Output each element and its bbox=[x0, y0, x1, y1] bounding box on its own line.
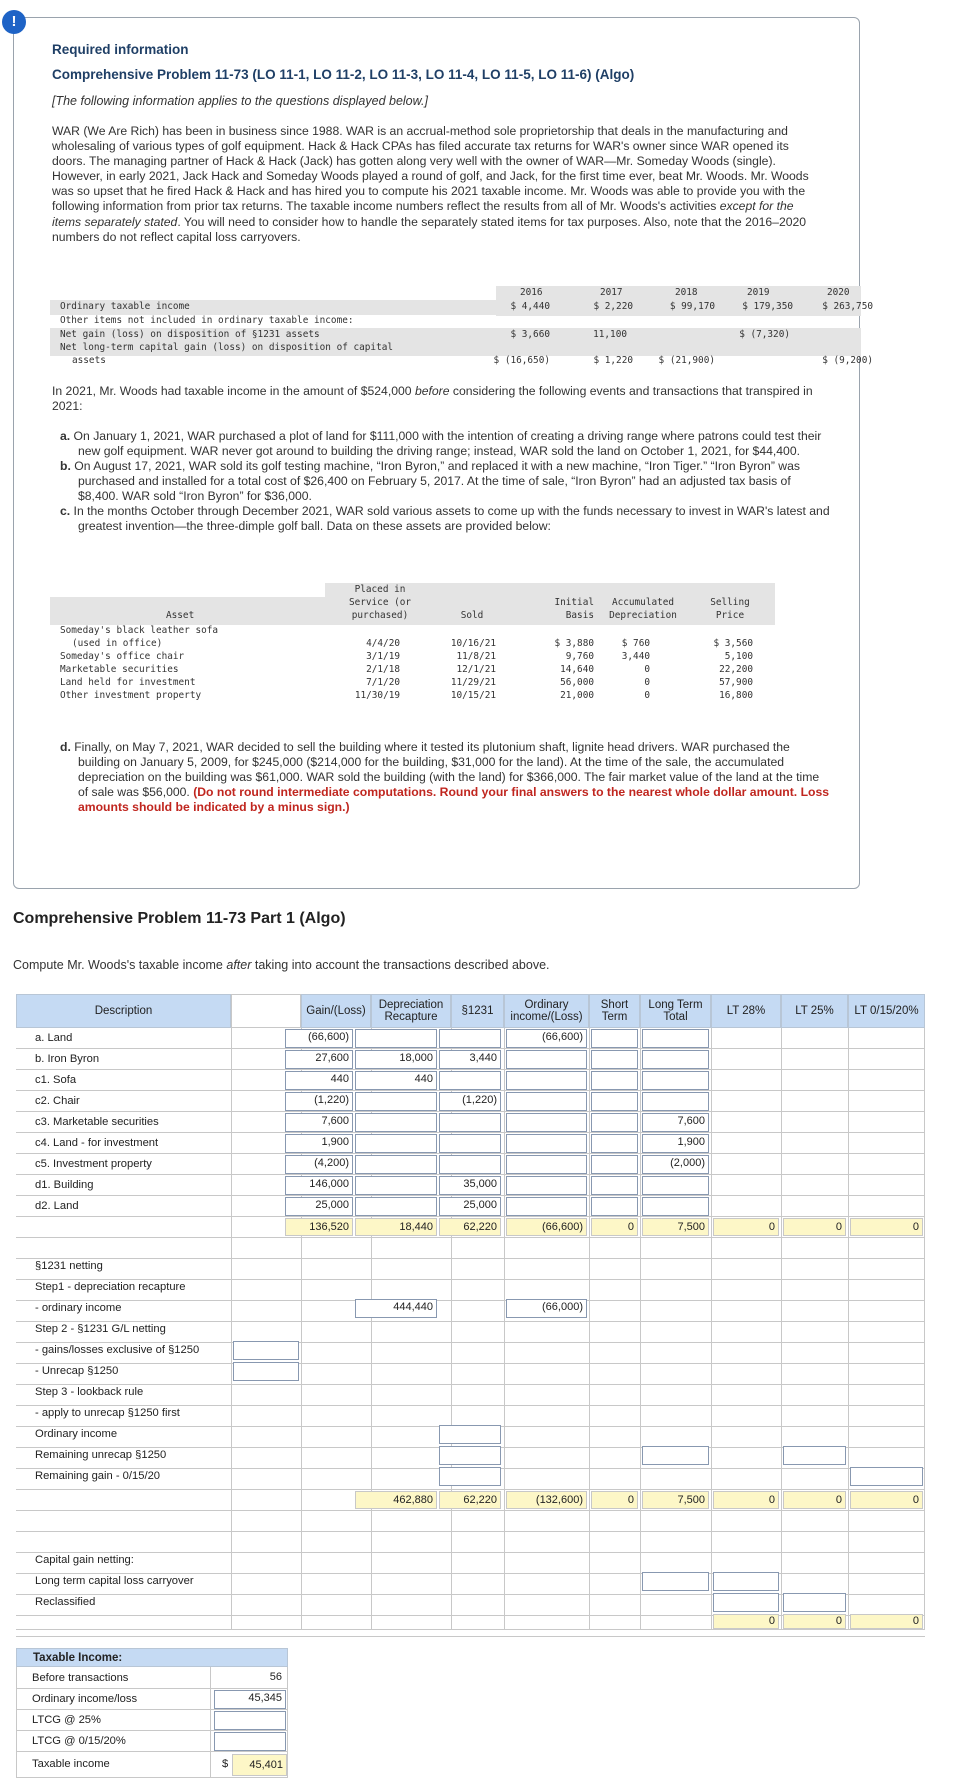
header-lt-0-15-20: LT 0/15/20% bbox=[848, 994, 925, 1028]
asset-basis: 56,000 bbox=[560, 677, 594, 688]
row-label: d2. Land bbox=[35, 1200, 79, 1212]
value: 11,100 bbox=[593, 329, 627, 340]
value: $ 2,220 bbox=[593, 301, 633, 312]
total-long-term: 7,500 bbox=[642, 1218, 709, 1236]
capital-gain-label: Net long-term capital gain (loss) on disposition of capital bbox=[60, 342, 394, 353]
tax-row-label: Before transactions bbox=[32, 1672, 129, 1684]
price-header: Price bbox=[715, 610, 745, 621]
remaining-gain-1231-input[interactable] bbox=[439, 1467, 501, 1486]
asset-header: Asset bbox=[166, 610, 195, 621]
intro-paragraph: WAR (We Are Rich) has been in business since 1988. WAR is an accrual-method sole proprietorship that deals in the manufacturing and wholesaling of various types of golf equipment. Hack & Hack CPAs has filed accurate tax returns for WAR's owner since WAR opened its doors. The managing partner of Hack & Hack (Jack) has gotten along very well with the owner of WAR—Mr. Someday Woods (single). However, in early 2021, Jack Hack and Someday Woods played a round of golf, and Jack, for the first time ever, beat Mr. Woods. Mr. Woods was so upset that he fired Hack & Hack and has hired you to compute his 2021 taxable income. Mr. Woods was able to provide you with the following information from prior tax returns. The taxable income numbers reflect the results from all of Mr. Woods's activities except for the items separately stated. You will need to consider how to handle the separately stated items for tax purposes. Also, note that the 2016–2020 numbers do not reflect capital loss carryovers. bbox=[52, 124, 809, 244]
short-term-input[interactable] bbox=[591, 1071, 638, 1090]
value: $ 3,660 bbox=[510, 329, 550, 340]
ordinary-input[interactable] bbox=[506, 1092, 587, 1111]
total-gain: 136,520 bbox=[285, 1218, 353, 1236]
header-gain-loss: Gain/(Loss) bbox=[301, 994, 371, 1028]
row-label: c4. Land - for investment bbox=[35, 1137, 159, 1149]
depreciation-input[interactable] bbox=[355, 1092, 437, 1111]
asset-sold: 11/8/21 bbox=[456, 651, 496, 662]
tax-row-label: LTCG @ 0/15/20% bbox=[32, 1735, 126, 1747]
header-1231: §1231 bbox=[451, 994, 504, 1028]
long-term-input[interactable] bbox=[642, 1029, 709, 1048]
asset-price: 22,200 bbox=[719, 664, 753, 675]
long-term-input[interactable] bbox=[642, 1176, 709, 1195]
asset-name: (used in office) bbox=[72, 638, 163, 649]
short-term-input[interactable] bbox=[591, 1029, 638, 1048]
value: $ (21,900) bbox=[658, 355, 715, 366]
capital-label: Long term capital loss carryover bbox=[35, 1575, 194, 1587]
total-lt-25: 0 bbox=[783, 1218, 846, 1236]
total3-lt-0-15-20: 0 bbox=[850, 1614, 923, 1629]
other-items-label: Other items not included in ordinary taxable income: bbox=[60, 315, 354, 326]
long-term-input[interactable]: (2,000) bbox=[642, 1155, 709, 1174]
asset-name: Someday's black leather sofa bbox=[60, 625, 219, 636]
asset-basis: 14,640 bbox=[560, 664, 594, 675]
value: $ (16,650) bbox=[493, 355, 550, 366]
taxable-income-title: Taxable Income: bbox=[16, 1648, 288, 1667]
year-2019: 2019 bbox=[747, 287, 770, 298]
netting-label: - apply to unrecap §1250 first bbox=[35, 1407, 180, 1419]
gain-input[interactable]: 27,600 bbox=[285, 1050, 353, 1069]
netting-label: Step1 - depreciation recapture bbox=[35, 1281, 186, 1293]
asset-price: 5,100 bbox=[724, 651, 753, 662]
ordinary-input[interactable] bbox=[506, 1134, 587, 1153]
long-term-input[interactable] bbox=[642, 1092, 709, 1111]
long-term-input[interactable] bbox=[642, 1197, 709, 1216]
placed-header: purchased) bbox=[351, 610, 409, 621]
reclassified-28-input[interactable] bbox=[713, 1593, 779, 1612]
netting-label: - ordinary income bbox=[35, 1302, 122, 1314]
sec1231-input[interactable] bbox=[439, 1029, 501, 1048]
event-d: d. Finally, on May 7, 2021, WAR decided to sell the building where it tested its plutonium shaft, lignite head drivers. WAR purchased the building on January 5, 2009, for $245,000 ($214,000 for the building, $31,000 for the land). At the time of the sale, the accumulated depreciation on the building was $61,000. WAR sold the building (with the land) for $366,000. The fair market value of the land at the time of sale was $56,000. (Do not round intermediate computations. Round your final answers to the nearest whole dollar amount. Loss amounts should be indicated by a minus sign.) bbox=[60, 740, 830, 814]
long-term-input[interactable]: 7,600 bbox=[642, 1113, 709, 1132]
compute-instruction: Compute Mr. Woods's taxable income after taking into account the transactions described above. bbox=[13, 958, 550, 972]
depreciation-input[interactable] bbox=[355, 1029, 437, 1048]
row-label: c5. Investment property bbox=[35, 1158, 152, 1170]
sec1231-input[interactable] bbox=[439, 1113, 501, 1132]
before-transactions-input[interactable]: 56 bbox=[214, 1669, 286, 1688]
taxable-income-paragraph: In 2021, Mr. Woods had taxable income in the amount of $524,000 before considering the following events and transactions that transpired in 2021: bbox=[52, 384, 813, 413]
asset-name: Land held for investment bbox=[60, 677, 196, 688]
asset-name: Marketable securities bbox=[60, 664, 179, 675]
total2-depreciation: 462,880 bbox=[355, 1491, 437, 1509]
netting-label: Step 3 - lookback rule bbox=[35, 1386, 144, 1398]
netting-label: Remaining unrecap §1250 bbox=[35, 1449, 167, 1461]
asset-basis: $ 3,880 bbox=[554, 638, 594, 649]
header-lt-25: LT 25% bbox=[781, 994, 848, 1028]
placed-header: Service (or bbox=[348, 597, 412, 608]
depreciation-input[interactable] bbox=[355, 1113, 437, 1132]
short-term-input[interactable] bbox=[591, 1113, 638, 1132]
total-depreciation: 18,440 bbox=[355, 1218, 437, 1236]
capital-label: Reclassified bbox=[35, 1596, 96, 1608]
gain-input[interactable]: 146,000 bbox=[285, 1176, 353, 1195]
asset-sold: 10/15/21 bbox=[450, 690, 496, 701]
basis-header: Initial bbox=[554, 597, 594, 608]
year-2018: 2018 bbox=[675, 287, 698, 298]
ordinary-income-1231-input[interactable] bbox=[439, 1425, 501, 1444]
basis-header: Basis bbox=[565, 610, 594, 621]
sec1231-input[interactable] bbox=[439, 1155, 501, 1174]
long-term-input[interactable] bbox=[642, 1071, 709, 1090]
value: $ (9,200) bbox=[822, 355, 873, 366]
asset-sold: 10/16/21 bbox=[450, 638, 496, 649]
lt-carryover-input[interactable] bbox=[642, 1572, 709, 1591]
events-list bbox=[60, 429, 830, 534]
value: $ 179,350 bbox=[742, 301, 793, 312]
year-2017: 2017 bbox=[600, 287, 623, 298]
applies-note: [The following information applies to the questions displayed below.] bbox=[52, 94, 428, 108]
header-blank bbox=[231, 994, 301, 1028]
netting-label: - gains/losses exclusive of §1250 bbox=[35, 1344, 200, 1356]
required-information-label: Required information bbox=[52, 42, 189, 57]
asset-basis: 21,000 bbox=[560, 690, 594, 701]
sec1231-input[interactable] bbox=[439, 1134, 501, 1153]
short-term-input[interactable] bbox=[591, 1155, 638, 1174]
ordinary-input[interactable] bbox=[506, 1113, 587, 1132]
depreciation-input[interactable] bbox=[355, 1176, 437, 1195]
short-term-input[interactable] bbox=[591, 1197, 638, 1216]
total3-lt-25: 0 bbox=[783, 1614, 846, 1629]
ltcg-25-input[interactable] bbox=[214, 1711, 286, 1730]
alert-icon: ! bbox=[2, 10, 26, 34]
asset-depreciation: 3,440 bbox=[621, 651, 650, 662]
ordinary-input[interactable] bbox=[506, 1176, 587, 1195]
short-term-input[interactable] bbox=[591, 1050, 638, 1069]
asset-depreciation: 0 bbox=[644, 690, 650, 701]
gain-input[interactable]: 1,900 bbox=[285, 1134, 353, 1153]
netting-label: - Unrecap §1250 bbox=[35, 1365, 119, 1377]
remaining-unrecap-lt25-input[interactable] bbox=[783, 1446, 846, 1465]
header-depreciation-recapture: Depreciation Recapture bbox=[371, 994, 451, 1028]
value: $ 1,220 bbox=[593, 355, 633, 366]
total2-1231: 62,220 bbox=[439, 1491, 501, 1509]
value: $ 263,750 bbox=[822, 301, 873, 312]
asset-placed: 7/1/20 bbox=[366, 677, 400, 688]
header-long-term-total: Long Term Total bbox=[640, 994, 711, 1028]
depreciation-input[interactable]: 18,000 bbox=[355, 1050, 437, 1069]
lt-carryover-28-input[interactable] bbox=[713, 1572, 779, 1591]
reclassified-25-input[interactable] bbox=[783, 1593, 846, 1612]
total2-short-term: 0 bbox=[591, 1491, 638, 1509]
gains-exclusive-1250-input[interactable] bbox=[233, 1341, 299, 1360]
depreciation-input[interactable] bbox=[355, 1197, 437, 1216]
tax-row-label: Ordinary income/loss bbox=[32, 1693, 138, 1705]
sec1231-input[interactable]: (1,220) bbox=[439, 1092, 501, 1111]
sec1231-input[interactable] bbox=[439, 1071, 501, 1090]
depreciation-header: Depreciation bbox=[609, 610, 677, 621]
capital-gain-label-cont: assets bbox=[72, 355, 106, 366]
part-title: Comprehensive Problem 11-73 Part 1 (Algo) bbox=[13, 910, 346, 927]
row-label: b. Iron Byron bbox=[35, 1053, 100, 1065]
total2-lt-28: 0 bbox=[713, 1491, 779, 1509]
netting-label: Step 2 - §1231 G/L netting bbox=[35, 1323, 166, 1335]
short-term-input[interactable] bbox=[591, 1134, 638, 1153]
ordinary-input[interactable] bbox=[506, 1071, 587, 1090]
total-lt-28: 0 bbox=[713, 1218, 779, 1236]
total-short-term: 0 bbox=[591, 1218, 638, 1236]
prior-years-table bbox=[50, 286, 873, 374]
required-information-box bbox=[13, 17, 873, 889]
row-label: c2. Chair bbox=[35, 1095, 80, 1107]
value: $ 99,170 bbox=[669, 301, 715, 312]
event-a: a. On January 1, 2021, WAR purchased a plot of land for $111,000 with the intention of creating a driving range where patrons could test their new golf equipment. WAR never got around to building the driving range; instead, WAR sold the land on October 1, 2021, for $44,400. bbox=[60, 429, 822, 458]
total-ordinary: (66,600) bbox=[506, 1218, 587, 1236]
worksheet-table bbox=[16, 994, 925, 1630]
taxable-income-total: 45,401 bbox=[232, 1754, 287, 1776]
total-1231: 62,220 bbox=[439, 1218, 501, 1236]
gain-input[interactable]: (66,600) bbox=[285, 1029, 353, 1048]
tax-row-label: LTCG @ 25% bbox=[32, 1714, 101, 1726]
remaining-unrecap-1231-input[interactable] bbox=[439, 1446, 501, 1465]
sec1231-input[interactable]: 3,440 bbox=[439, 1050, 501, 1069]
ordinary-input[interactable] bbox=[506, 1197, 587, 1216]
total3-lt-28: 0 bbox=[713, 1614, 779, 1629]
asset-sold: 12/1/21 bbox=[456, 664, 496, 675]
remaining-unrecap-lt-input[interactable] bbox=[642, 1446, 709, 1465]
tax-row-label: Taxable income bbox=[32, 1758, 110, 1770]
depreciation-header: Accumulated bbox=[611, 597, 675, 608]
unrecap-1250-input[interactable] bbox=[233, 1362, 299, 1381]
currency-symbol: $ bbox=[222, 1758, 229, 1770]
gain-input[interactable]: 7,600 bbox=[285, 1113, 353, 1132]
year-2020: 2020 bbox=[827, 287, 850, 298]
depreciation-input[interactable] bbox=[355, 1155, 437, 1174]
netting-label: Ordinary income bbox=[35, 1428, 118, 1440]
taxable-income-table bbox=[16, 1648, 288, 1778]
rounding-instruction: (Do not round intermediate computations. Round your final answers to the nearest whole dollar amount. Loss amounts should be indicated by a minus sign.) bbox=[78, 785, 830, 814]
long-term-input[interactable] bbox=[642, 1050, 709, 1069]
year-2016: 2016 bbox=[520, 287, 543, 298]
asset-placed: 11/30/19 bbox=[354, 690, 400, 701]
asset-price: $ 3,560 bbox=[713, 638, 753, 649]
ordinary-income-loss-input[interactable]: 45,345 bbox=[214, 1690, 286, 1709]
netting-label: §1231 netting bbox=[35, 1260, 103, 1272]
asset-depreciation: 0 bbox=[644, 664, 650, 675]
value: $ (7,320) bbox=[739, 329, 790, 340]
sec1231-input[interactable]: 35,000 bbox=[439, 1176, 501, 1195]
asset-name: Someday's office chair bbox=[60, 651, 185, 662]
ordinary-income-depreciation-input[interactable]: 444,440 bbox=[355, 1299, 437, 1318]
ltcg-0-15-20-input[interactable] bbox=[214, 1732, 286, 1751]
total2-lt-25: 0 bbox=[783, 1491, 846, 1509]
sec1231-label: Net gain (loss) on disposition of §1231 assets bbox=[60, 329, 320, 340]
long-term-input[interactable]: 1,900 bbox=[642, 1134, 709, 1153]
asset-price: 16,800 bbox=[719, 690, 753, 701]
row-label: c3. Marketable securities bbox=[35, 1116, 159, 1128]
asset-depreciation: 0 bbox=[644, 677, 650, 688]
price-header: Selling bbox=[710, 597, 750, 608]
asset-placed: 4/4/20 bbox=[366, 638, 400, 649]
depreciation-input[interactable] bbox=[355, 1134, 437, 1153]
short-term-input[interactable] bbox=[591, 1092, 638, 1111]
total2-lt-0-15-20: 0 bbox=[850, 1491, 923, 1509]
header-ordinary-income: Ordinary income/(Loss) bbox=[504, 994, 589, 1028]
remaining-gain-lt0-input[interactable] bbox=[850, 1467, 923, 1486]
ordinary-income-label: Ordinary taxable income bbox=[60, 301, 190, 312]
problem-title: Comprehensive Problem 11-73 (LO 11-1, LO 11-2, LO 11-3, LO 11-4, LO 11-5, LO 11-6) (Algo) bbox=[52, 67, 635, 82]
ordinary-income-ordinary-input[interactable]: (66,000) bbox=[506, 1299, 587, 1318]
asset-price: 57,900 bbox=[719, 677, 753, 688]
total2-ordinary: (132,600) bbox=[506, 1491, 587, 1509]
total-lt-0-15-20: 0 bbox=[850, 1218, 923, 1236]
sec1231-input[interactable]: 25,000 bbox=[439, 1197, 501, 1216]
asset-basis: 9,760 bbox=[565, 651, 594, 662]
sold-header: Sold bbox=[460, 610, 484, 621]
row-label: d1. Building bbox=[35, 1179, 94, 1191]
ordinary-input[interactable] bbox=[506, 1155, 587, 1174]
row-label: c1. Sofa bbox=[35, 1074, 77, 1086]
asset-depreciation: $ 760 bbox=[621, 638, 650, 649]
header-short-term: Short Term bbox=[589, 994, 640, 1028]
assets-table bbox=[50, 583, 780, 701]
event-c: c. In the months October through December 2021, WAR sold various assets to come up with the funds necessary to invest in WAR's latest and greatest invention—the three-dimple golf ball. Data on these assets are provided below: bbox=[60, 504, 830, 533]
depreciation-input[interactable]: 440 bbox=[355, 1071, 437, 1090]
asset-name: Other investment property bbox=[60, 690, 202, 701]
value: $ 4,440 bbox=[510, 301, 550, 312]
header-description: Description bbox=[16, 994, 231, 1028]
asset-placed: 3/1/19 bbox=[366, 651, 400, 662]
placed-header: Placed in bbox=[354, 584, 406, 595]
netting-label: Remaining gain - 0/15/20 bbox=[35, 1470, 161, 1482]
ordinary-input[interactable] bbox=[506, 1050, 587, 1069]
gain-input[interactable]: 440 bbox=[285, 1071, 353, 1090]
gain-input[interactable]: 25,000 bbox=[285, 1197, 353, 1216]
ordinary-input[interactable]: (66,600) bbox=[506, 1029, 587, 1048]
total2-long-term: 7,500 bbox=[642, 1491, 709, 1509]
header-lt-28: LT 28% bbox=[711, 994, 781, 1028]
gain-input[interactable]: (1,220) bbox=[285, 1092, 353, 1111]
short-term-input[interactable] bbox=[591, 1176, 638, 1195]
row-label: a. Land bbox=[35, 1032, 73, 1044]
capital-label: Capital gain netting: bbox=[35, 1554, 134, 1566]
asset-sold: 11/29/21 bbox=[450, 677, 496, 688]
gain-input[interactable]: (4,200) bbox=[285, 1155, 353, 1174]
asset-placed: 2/1/18 bbox=[366, 664, 400, 675]
event-b: b. On August 17, 2021, WAR sold its golf testing machine, “Iron Byron,” and replaced it with a new machine, “Iron Tiger.” “Iron Byron” was purchased and installed for a total cost of $26,400 on February 5, 2017. At the time of sale, “Iron Byron” had an adjusted tax basis of $8,400. WAR sold “Iron Byron” for $36,000. bbox=[60, 459, 800, 503]
